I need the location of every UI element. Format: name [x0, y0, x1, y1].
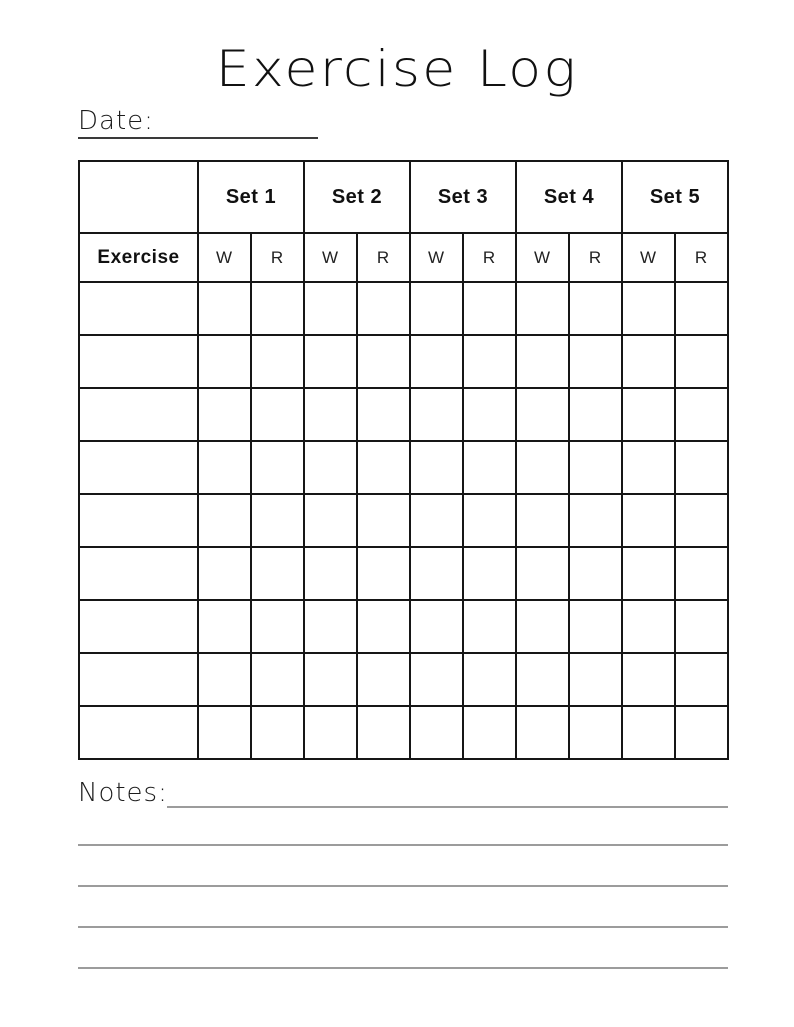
notes-ruled-line: [78, 844, 728, 846]
reps-cell: [569, 335, 622, 388]
set-header-cell: Set 5: [622, 161, 728, 233]
sub-header-row: [79, 233, 728, 282]
reps-cell: [463, 547, 516, 600]
weight-cell: [516, 282, 569, 335]
reps-cell: [569, 494, 622, 547]
reps-cell: [675, 706, 728, 759]
weight-cell: [198, 494, 251, 547]
table-row: [79, 653, 728, 706]
reps-cell: [463, 600, 516, 653]
notes-ruled-line: [78, 926, 728, 928]
reps-cell: [463, 388, 516, 441]
weight-cell: [410, 441, 463, 494]
weight-header-cell: W: [516, 233, 569, 282]
reps-cell: [675, 653, 728, 706]
reps-cell: [251, 494, 304, 547]
reps-cell: [569, 441, 622, 494]
weight-cell: [516, 653, 569, 706]
weight-cell: [304, 494, 357, 547]
exercise-name-cell: [79, 388, 198, 441]
notes-ruled-line: [78, 967, 728, 969]
weight-cell: [516, 441, 569, 494]
weight-cell: [622, 388, 675, 441]
page-title: [0, 40, 794, 98]
exercise-name-cell: [79, 282, 198, 335]
weight-cell: [198, 706, 251, 759]
reps-cell: [569, 600, 622, 653]
notes-ruled-line: [78, 885, 728, 887]
reps-cell: [569, 282, 622, 335]
weight-cell: [622, 547, 675, 600]
exercise-name-cell: [79, 335, 198, 388]
weight-cell: [410, 706, 463, 759]
exercise-name-cell: [79, 547, 198, 600]
reps-cell: [251, 335, 304, 388]
weight-cell: [516, 388, 569, 441]
weight-cell: [410, 494, 463, 547]
table-row: [79, 282, 728, 335]
table-row: [79, 335, 728, 388]
weight-cell: [198, 441, 251, 494]
exercise-log-table: [78, 160, 729, 760]
weight-cell: [410, 282, 463, 335]
weight-cell: [516, 494, 569, 547]
weight-cell: [410, 653, 463, 706]
reps-cell: [463, 335, 516, 388]
reps-cell: [675, 547, 728, 600]
weight-cell: [622, 335, 675, 388]
reps-header-cell: R: [675, 233, 728, 282]
reps-cell: [569, 653, 622, 706]
weight-cell: [622, 600, 675, 653]
weight-cell: [516, 547, 569, 600]
table-row: [79, 600, 728, 653]
reps-cell: [675, 441, 728, 494]
exercise-header-cell: Exercise: [79, 233, 198, 282]
reps-cell: [357, 653, 410, 706]
reps-cell: [357, 441, 410, 494]
page-title-text: Exercise Log: [215, 40, 579, 98]
reps-cell: [463, 706, 516, 759]
reps-cell: [675, 600, 728, 653]
weight-cell: [304, 335, 357, 388]
reps-cell: [463, 282, 516, 335]
date-fill-in-line: [78, 137, 318, 139]
exercise-name-cell: [79, 441, 198, 494]
table-row: [79, 494, 728, 547]
table-row: [79, 388, 728, 441]
reps-cell: [251, 600, 304, 653]
reps-cell: [251, 441, 304, 494]
weight-cell: [410, 600, 463, 653]
weight-cell: [410, 335, 463, 388]
table-row: [79, 547, 728, 600]
reps-cell: [251, 547, 304, 600]
reps-cell: [569, 706, 622, 759]
notes-fill-in-line: [167, 806, 728, 808]
weight-cell: [304, 441, 357, 494]
reps-cell: [675, 494, 728, 547]
set-header-cell: Set 4: [516, 161, 622, 233]
reps-cell: [357, 282, 410, 335]
weight-cell: [304, 547, 357, 600]
exercise-name-cell: [79, 600, 198, 653]
weight-cell: [198, 547, 251, 600]
weight-cell: [622, 441, 675, 494]
weight-cell: [304, 653, 357, 706]
exercise-name-cell: [79, 494, 198, 547]
weight-cell: [516, 335, 569, 388]
reps-cell: [357, 388, 410, 441]
weight-cell: [198, 335, 251, 388]
weight-cell: [622, 706, 675, 759]
weight-cell: [410, 547, 463, 600]
reps-cell: [357, 494, 410, 547]
weight-cell: [304, 600, 357, 653]
exercise-name-cell: [79, 706, 198, 759]
set-header-cell: Set 2: [304, 161, 410, 233]
weight-cell: [622, 282, 675, 335]
reps-cell: [463, 494, 516, 547]
reps-cell: [569, 388, 622, 441]
reps-cell: [675, 282, 728, 335]
reps-cell: [251, 282, 304, 335]
reps-cell: [675, 388, 728, 441]
corner-cell: [79, 161, 198, 233]
weight-cell: [410, 388, 463, 441]
log-table-body: [79, 282, 728, 759]
reps-cell: [357, 600, 410, 653]
weight-cell: [198, 600, 251, 653]
set-header-cell: Set 1: [198, 161, 304, 233]
reps-cell: [675, 335, 728, 388]
weight-header-cell: W: [622, 233, 675, 282]
reps-header-cell: R: [463, 233, 516, 282]
weight-cell: [304, 706, 357, 759]
weight-header-cell: W: [410, 233, 463, 282]
weight-cell: [198, 653, 251, 706]
weight-cell: [304, 282, 357, 335]
weight-cell: [622, 653, 675, 706]
weight-header-cell: W: [198, 233, 251, 282]
weight-cell: [198, 282, 251, 335]
reps-cell: [251, 388, 304, 441]
reps-cell: [569, 547, 622, 600]
reps-cell: [357, 335, 410, 388]
reps-cell: [251, 706, 304, 759]
date-label: Date:: [78, 106, 154, 136]
reps-cell: [251, 653, 304, 706]
reps-cell: [463, 441, 516, 494]
weight-cell: [622, 494, 675, 547]
weight-cell: [304, 388, 357, 441]
reps-header-cell: R: [569, 233, 622, 282]
weight-cell: [516, 600, 569, 653]
set-header-row: [79, 161, 728, 233]
reps-cell: [357, 706, 410, 759]
table-row: [79, 441, 728, 494]
notes-label: Notes:: [78, 778, 168, 808]
exercise-name-cell: [79, 653, 198, 706]
reps-header-cell: R: [357, 233, 410, 282]
weight-header-cell: W: [304, 233, 357, 282]
weight-cell: [198, 388, 251, 441]
set-header-cell: Set 3: [410, 161, 516, 233]
reps-cell: [463, 653, 516, 706]
reps-cell: [357, 547, 410, 600]
weight-cell: [516, 706, 569, 759]
table-row: [79, 706, 728, 759]
reps-header-cell: R: [251, 233, 304, 282]
